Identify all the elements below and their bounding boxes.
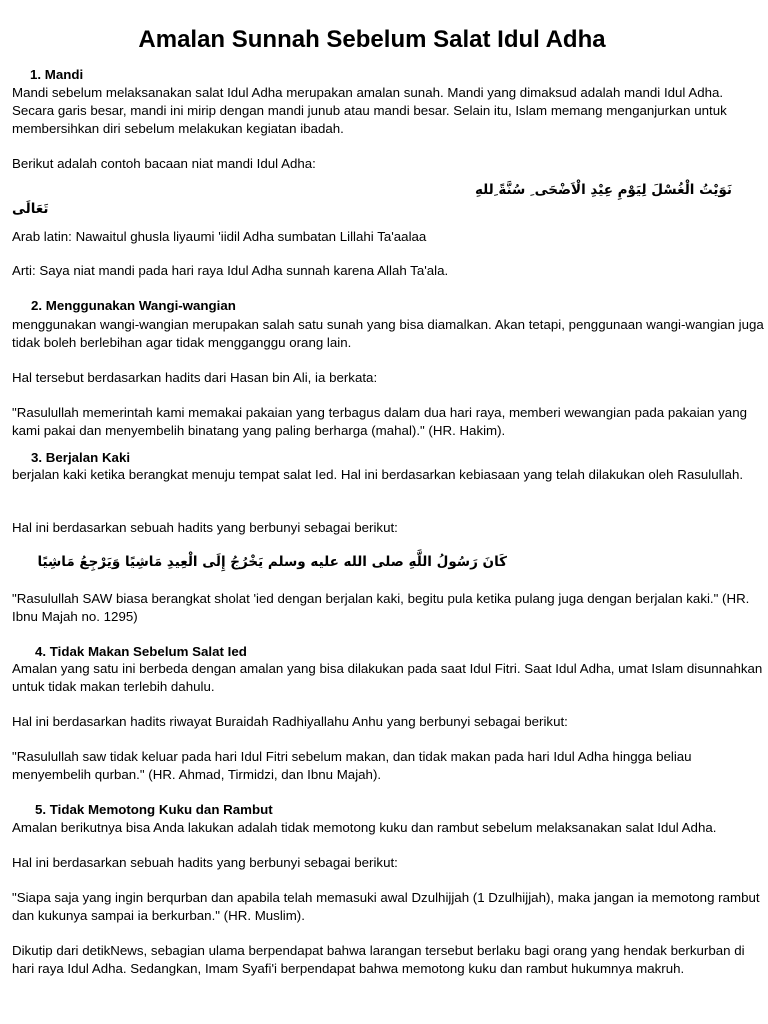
hadith-quote: "Siapa saja yang ingin berqurban dan apabila telah memasuki awal Dzulhijjah (1 Dzulhijjah), maka jangan ia memotong rambut dan kukunya sampai ia berkurban." (HR. Muslim). (12, 890, 760, 923)
paragraph: Berikut adalah contoh bacaan niat mandi Idul Adha: (12, 156, 316, 171)
paragraph: Hal ini berdasarkan hadits riwayat Buraidah Radhiyallahu Anhu yang berbunyi sebagai berikut: (12, 714, 568, 729)
meaning: Arti: Saya niat mandi pada hari raya Idul Adha sunnah karena Allah Ta'ala. (12, 263, 449, 278)
arabic-hadith: كَانَ رَسُولُ اللَّهِ صلى الله عليه وسلم يَخْرُجُ إِلَى الْعِيدِ مَاشِيًا وَيَرْجِعُ مَاشِيًا (37, 554, 507, 570)
paragraph: Mandi sebelum melaksanakan salat Idul Adha merupakan amalan sunah. Mandi yang dimaksud adalah mandi Idul Adha. Secara garis besar, mandi ini mirip dengan mandi junub atau mandi besar. Selain itu, Islam memang menganjurkan untuk membersihkan diri sebelum melakukan kegiatan ibadah. (12, 85, 727, 136)
page-title: Amalan Sunnah Sebelum Salat Idul Adha (138, 26, 606, 53)
hadith-quote: "Rasulullah SAW biasa berangkat sholat 'ied dengan berjalan kaki, begitu pula ketika pulang juga dengan berjalan kaki." (HR. Ibnu Majah no. 1295) (12, 591, 750, 624)
paragraph: Hal tersebut berdasarkan hadits dari Hasan bin Ali, ia berkata: (12, 370, 378, 385)
section-heading-berjalan: 3. Berjalan Kaki (31, 450, 131, 465)
hadith-quote: "Rasulullah memerintah kami memakai pakaian yang terbagus dalam dua hari raya, memberi wewangian pada pakaian yang kami pakai dan menyembelih binatang yang paling berharga (mahal)." (HR. Hakim). (12, 405, 747, 438)
hadith-quote: "Rasulullah saw tidak keluar pada hari Idul Fitri sebelum makan, dan tidak makan pada hari Idul Adha hingga beliau menyembelih qurban." (HR. Ahmad, Tirmidzi, dan Ibnu Majah). (12, 749, 692, 782)
section-heading-mandi: 1. Mandi (30, 67, 84, 82)
paragraph: Hal ini berdasarkan sebuah hadits yang berbunyi sebagai berikut: (12, 520, 398, 535)
arabic-niat-line1: نَوَيْتُ الْغُسْلَ لِيَوْمِ عِيْدِ الْاَضْحَى ِ سُنَّةً ِللهِ (474, 182, 732, 198)
section-heading-wangi: 2. Menggunakan Wangi-wangian (31, 298, 236, 313)
section-heading-tidak-makan: 4. Tidak Makan Sebelum Salat Ied (35, 644, 247, 659)
paragraph: Dikutip dari detikNews, sebagian ulama berpendapat bahwa larangan tersebut berlaku bagi orang yang hendak berkurban di hari raya Idul Adha. Sedangkan, Imam Syafi'i berpendapat bahwa memotong kuku dan rambut hukumnya makruh. (12, 943, 745, 976)
paragraph: menggunakan wangi-wangian merupakan salah satu sunah yang bisa diamalkan. Akan tetapi, penggunaan wangi-wangian juga tidak boleh berlebihan agar tidak mengganggu orang lain. (12, 317, 764, 350)
paragraph: Amalan yang satu ini berbeda dengan amalan yang bisa dilakukan pada saat Idul Fitri. Saat Idul Adha, umat Islam disunnahkan untuk tidak makan terlebih dahulu. (12, 661, 763, 694)
latin-transliteration: Arab latin: Nawaitul ghusla liyaumi 'iidil Adha sumbatan Lillahi Ta'aalaa (12, 229, 427, 244)
section-heading-tidak-memotong: 5. Tidak Memotong Kuku dan Rambut (35, 802, 273, 817)
paragraph: Hal ini berdasarkan sebuah hadits yang berbunyi sebagai berikut: (12, 855, 398, 870)
paragraph: Amalan berikutnya bisa Anda lakukan adalah tidak memotong kuku dan rambut sebelum melaksanakan salat Idul Adha. (12, 820, 717, 835)
arabic-niat-line2: تَعَالَى (12, 201, 49, 217)
paragraph: berjalan kaki ketika berangkat menuju tempat salat Ied. Hal ini berdasarkan kebiasaan yang telah dilakukan oleh Rasulullah. (12, 467, 744, 482)
